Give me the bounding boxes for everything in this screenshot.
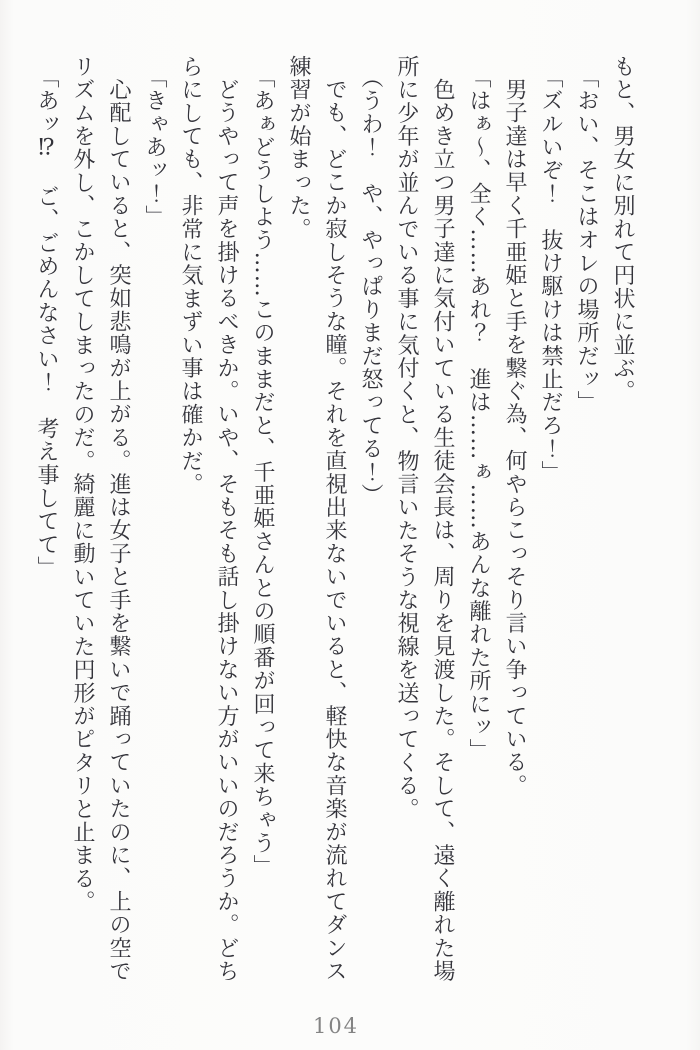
text-column: 「おい、そこはオレの場所だッ」 — [574, 66, 599, 414]
text-column: 色めき立つ男子達に気付いている生徒会長は、周りを見渡した。そして、遠く離れた場 — [430, 78, 455, 983]
text-column: もと、男女に別れて円状に並ぶ。 — [610, 55, 635, 403]
text-column: でも、どこか寂しそうな瞳。それを直視出来ないでいると、軽快な音楽が流れてダンス — [322, 78, 347, 983]
text-column: 「きゃあッ！」 — [142, 66, 167, 229]
text-column: 「ズルいぞ！ 抜け駆けは禁止だろ！」 — [538, 66, 563, 484]
text-column: 所に少年が並んでいる事に気付くと、物言いたそうな視線を送ってくる。 — [394, 55, 419, 821]
text-column: らにしても、非常に気まずい事は確かだ。 — [178, 55, 203, 496]
text-column: リズムを外し、こかしてしまったのだ。綺麗に動いていた円形がピタリと止まる。 — [70, 55, 95, 914]
text-column: （うわ！ や、やっぱりまだ怒ってる！） — [358, 66, 383, 507]
text-column: どうやって声を掛けるべきか。いや、そもそも話し掛けない方がいいのだろうか。どち — [214, 78, 239, 983]
text-column: 心配していると、突如悲鳴が上がる。進は女子と手を繋いで踊っていたのに、上の空で — [106, 78, 131, 983]
text-column: 「はぁ～、全く……あれ？ 進は……ぁ……あんな離れた所にッ」 — [466, 66, 491, 762]
text-column: 男子達は早く千亜姫と手を繋ぐ為、何やらこっそり言い争っている。 — [502, 78, 527, 798]
text-column: 「あぁどうしよう……このままだと、千亜姫さんとの順番が回って来ちゃう」 — [250, 66, 275, 878]
text-columns — [28, 55, 640, 995]
text-column: 「あッ⁉ ご、ごめんなさい！ 考え事してて」 — [34, 66, 59, 580]
text-column: 練習が始まった。 — [286, 55, 311, 241]
page-number: 104 — [312, 1014, 360, 1038]
